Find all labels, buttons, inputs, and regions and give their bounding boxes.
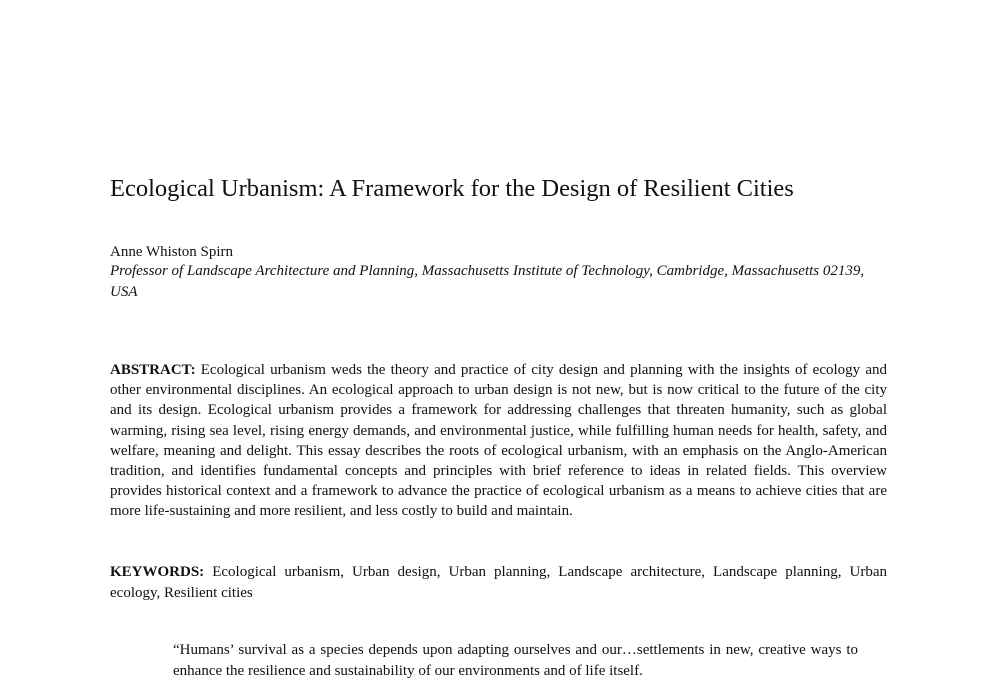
epigraph-quote: “Humans’ survival as a species depends upon adapting ourselves and our…settlements in new, creative ways to enhance the resilience and sustainability of our environments and of life itself. xyxy=(173,642,858,679)
abstract-text: Ecological urbanism weds the theory and practice of city design and planning with the insights of ecology and other environmental disciplines. An ecological approach to urban design is not new, but is now critical to the future of the city and its design. Ecological urbanism provides a framework for addressing challenges that threaten humanity, such as global warming, rising sea level, rising energy demands, and environmental justice, while fulfilling human needs for health, safety, and welfare, meaning and delight. This essay describes the roots of ecological urbanism, with an emphasis on the Anglo-American tradition, and identifies fundamental concepts and principles with brief reference to ideas in related fields. This overview provides historical context and a framework to advance the practice of ecological urbanism as a means to achieve cities that are more life-sustaining and more resilient, and less costly to build and maintain. xyxy=(110,362,887,520)
keywords-text: Ecological urbanism, Urban design, Urban planning, Landscape architecture, Landscape planning, Urban ecology, Resilient cities xyxy=(110,564,887,601)
author-name: Anne Whiston Spirn xyxy=(110,244,234,260)
abstract-paragraph xyxy=(110,360,887,522)
author-affiliation: Professor of Landscape Architecture and Planning, Massachusetts Institute of Technology, Cambridge, Massachusetts 02139, USA xyxy=(110,263,865,300)
keywords-label: KEYWORDS: xyxy=(110,564,205,580)
paper-title: Ecological Urbanism: A Framework for the Design of Resilient Cities xyxy=(110,175,794,202)
abstract-label: ABSTRACT: xyxy=(110,362,196,378)
keywords-paragraph xyxy=(110,562,887,603)
